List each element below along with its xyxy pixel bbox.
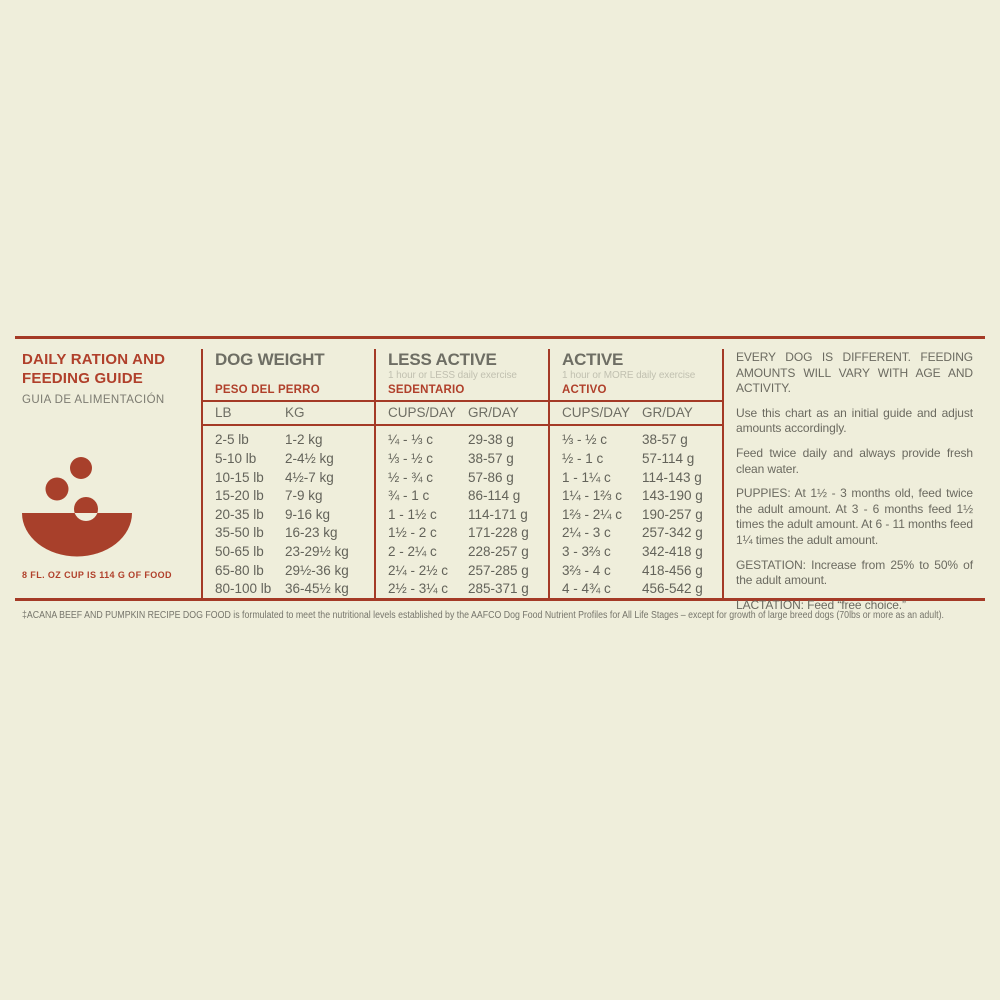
table-row	[215, 431, 374, 450]
table-row	[215, 505, 374, 524]
lb-cell: 50-65 lb	[215, 544, 264, 560]
grams-cell: 114-171 g	[468, 506, 528, 522]
active-subheaders	[550, 402, 722, 426]
table-row	[388, 561, 548, 580]
table-row	[388, 486, 548, 505]
dog-weight-header	[203, 349, 374, 402]
dog-weight-column	[201, 349, 374, 598]
grams-cell: 57-86 g	[468, 469, 514, 485]
active-column	[548, 349, 722, 598]
table-row	[215, 486, 374, 505]
cups-cell: ½ - 1 c	[562, 451, 604, 467]
table-row	[215, 579, 374, 598]
cups-cell: 2 - 2¼ c	[388, 544, 437, 560]
cups-cell: ⅓ - ½ c	[388, 451, 434, 467]
grams-cell: 38-57 g	[468, 451, 514, 467]
lb-cell: 10-15 lb	[215, 469, 264, 485]
lb-cell: 2-5 lb	[215, 432, 249, 448]
cups-day-header: CUPS/DAY	[388, 405, 457, 421]
lb-cell: 15-20 lb	[215, 488, 264, 504]
cups-cell: ¼ - ⅓ c	[388, 432, 434, 448]
table-row	[562, 505, 722, 524]
table-row	[388, 542, 548, 561]
kg-cell: 9-16 kg	[285, 506, 331, 522]
table-row	[215, 449, 374, 468]
grams-cell: 190-257 g	[642, 506, 703, 522]
table-row	[562, 486, 722, 505]
less-active-column	[374, 349, 548, 598]
lb-cell: 35-50 lb	[215, 525, 264, 541]
cups-cell: 2½ - 3¼ c	[388, 581, 449, 597]
table-row	[215, 561, 374, 580]
table-row	[562, 431, 722, 450]
table-row	[562, 579, 722, 598]
table-row	[388, 524, 548, 543]
title-panel	[15, 339, 201, 598]
kg-cell: 36-45½ kg	[285, 581, 349, 597]
cups-cell: 2¼ - 3 c	[562, 525, 611, 541]
cup-measure-note: 8 FL. OZ CUP IS 114 G OF FOOD	[22, 570, 172, 580]
dog-weight-title: DOG WEIGHT	[215, 350, 325, 369]
advice-paragraph: GESTATION: Increase from 25% to 50% of the adult amount.	[736, 557, 973, 588]
table-row	[388, 449, 548, 468]
feeding-guide-panel	[15, 336, 985, 621]
grams-cell: 114-143 g	[642, 469, 702, 485]
active-subtitle-es: ACTIVO	[562, 383, 607, 396]
cups-cell: 3 - 3⅔ c	[562, 544, 611, 560]
cups-cell: 1 - 1½ c	[388, 506, 437, 522]
advice-paragraph: PUPPIES: At 1½ - 3 months old, feed twice the adult amount. At 3 - 6 months feed 1½ times the adult amount. At 6 - 11 months feed 1¼ times the adult amount.	[736, 486, 973, 547]
less-active-subtitle-es: SEDENTARIO	[388, 383, 465, 396]
kg-cell: 29½-36 kg	[285, 562, 349, 578]
lb-cell: 65-80 lb	[215, 562, 264, 578]
grams-cell: 257-285 g	[468, 562, 529, 578]
cups-cell: 1¼ - 1⅔ c	[562, 488, 623, 504]
cups-cell: 3⅔ - 4 c	[562, 562, 611, 578]
kg-cell: 2-4½ kg	[285, 451, 334, 467]
kg-header: KG	[285, 405, 305, 421]
less-active-subheaders	[376, 402, 548, 426]
table-row	[562, 449, 722, 468]
cups-cell: 1 - 1¼ c	[562, 469, 611, 485]
kg-cell: 16-23 kg	[285, 525, 338, 541]
page-title: DAILY RATION AND FEEDING GUIDE	[22, 351, 166, 387]
cups-cell: ⅓ - ½ c	[562, 432, 608, 448]
grams-cell: 257-342 g	[642, 525, 703, 541]
advice-paragraph: EVERY DOG IS DIFFERENT. FEEDING AMOUNTS WILL VARY WITH AGE AND ACTIVITY.	[736, 350, 973, 396]
table-row	[215, 468, 374, 487]
grams-cell: 456-542 g	[642, 581, 703, 597]
grams-cell: 29-38 g	[468, 432, 514, 448]
table-row	[562, 561, 722, 580]
lb-cell: 5-10 lb	[215, 451, 257, 467]
less-active-rows	[376, 426, 548, 598]
less-active-header	[376, 349, 548, 402]
table-row	[562, 542, 722, 561]
less-active-title: LESS ACTIVE	[388, 350, 497, 369]
gr-day-header: GR/DAY	[468, 405, 519, 421]
grams-cell: 285-371 g	[468, 581, 529, 597]
cups-cell: ½ - ¾ c	[388, 469, 434, 485]
aafco-footnote: ‡ACANA BEEF AND PUMPKIN RECIPE DOG FOOD is formulated to meet the nutritional levels established by the AAFCO Dog Food Nutrient Profiles for All Life Stages – except for growth of large breed dogs (70lbs or more as an adult).	[22, 610, 944, 621]
grams-cell: 86-114 g	[468, 488, 521, 504]
lb-cell: 80-100 lb	[215, 581, 272, 597]
grams-cell: 418-456 g	[642, 562, 703, 578]
grams-cell: 171-228 g	[468, 525, 529, 541]
cups-cell: 4 - 4¾ c	[562, 581, 611, 597]
cups-day-header: CUPS/DAY	[562, 405, 631, 421]
grams-cell: 228-257 g	[468, 544, 529, 560]
kg-cell: 23-29½ kg	[285, 544, 349, 560]
kg-cell: 7-9 kg	[285, 488, 323, 504]
advice-panel	[722, 349, 985, 612]
less-active-exercise-note: 1 hour or LESS daily exercise	[388, 370, 517, 381]
table-row	[388, 431, 548, 450]
gr-day-header: GR/DAY	[642, 405, 693, 421]
kg-cell: 4½-7 kg	[285, 469, 334, 485]
dog-weight-rows	[203, 426, 374, 598]
feeding-guide-band	[15, 339, 985, 612]
table-row	[215, 542, 374, 561]
lb-header: LB	[215, 405, 232, 421]
table-row	[562, 468, 722, 487]
bowl-kibble-icon	[22, 452, 132, 557]
page-subtitle-es: GUIA DE ALIMENTACIÓN	[22, 394, 165, 406]
lb-cell: 20-35 lb	[215, 506, 264, 522]
table-row	[215, 524, 374, 543]
grams-cell: 143-190 g	[642, 488, 703, 504]
grams-cell: 38-57 g	[642, 432, 688, 448]
advice-paragraph: Use this chart as an initial guide and adjust amounts accordingly.	[736, 405, 973, 436]
kg-cell: 1-2 kg	[285, 432, 323, 448]
grams-cell: 57-114 g	[642, 451, 695, 467]
table-row	[562, 524, 722, 543]
advice-paragraph: LACTATION: Feed “free choice.”	[736, 597, 906, 612]
cups-cell: ¾ - 1 c	[388, 488, 430, 504]
active-rows	[550, 426, 722, 598]
cups-cell: 1½ - 2 c	[388, 525, 437, 541]
active-exercise-note: 1 hour or MORE daily exercise	[562, 370, 696, 381]
cups-cell: 2¼ - 2½ c	[388, 562, 449, 578]
dog-weight-subheaders	[203, 402, 374, 426]
grams-cell: 342-418 g	[642, 544, 703, 560]
dog-weight-subtitle-es: PESO DEL PERRO	[215, 383, 320, 396]
table-row	[388, 505, 548, 524]
active-title: ACTIVE	[562, 350, 624, 369]
table-row	[388, 468, 548, 487]
advice-paragraph: Feed twice daily and always provide fresh clean water.	[736, 445, 973, 476]
active-header	[550, 349, 722, 402]
table-row	[388, 579, 548, 598]
cups-cell: 1⅔ - 2¼ c	[562, 506, 623, 522]
